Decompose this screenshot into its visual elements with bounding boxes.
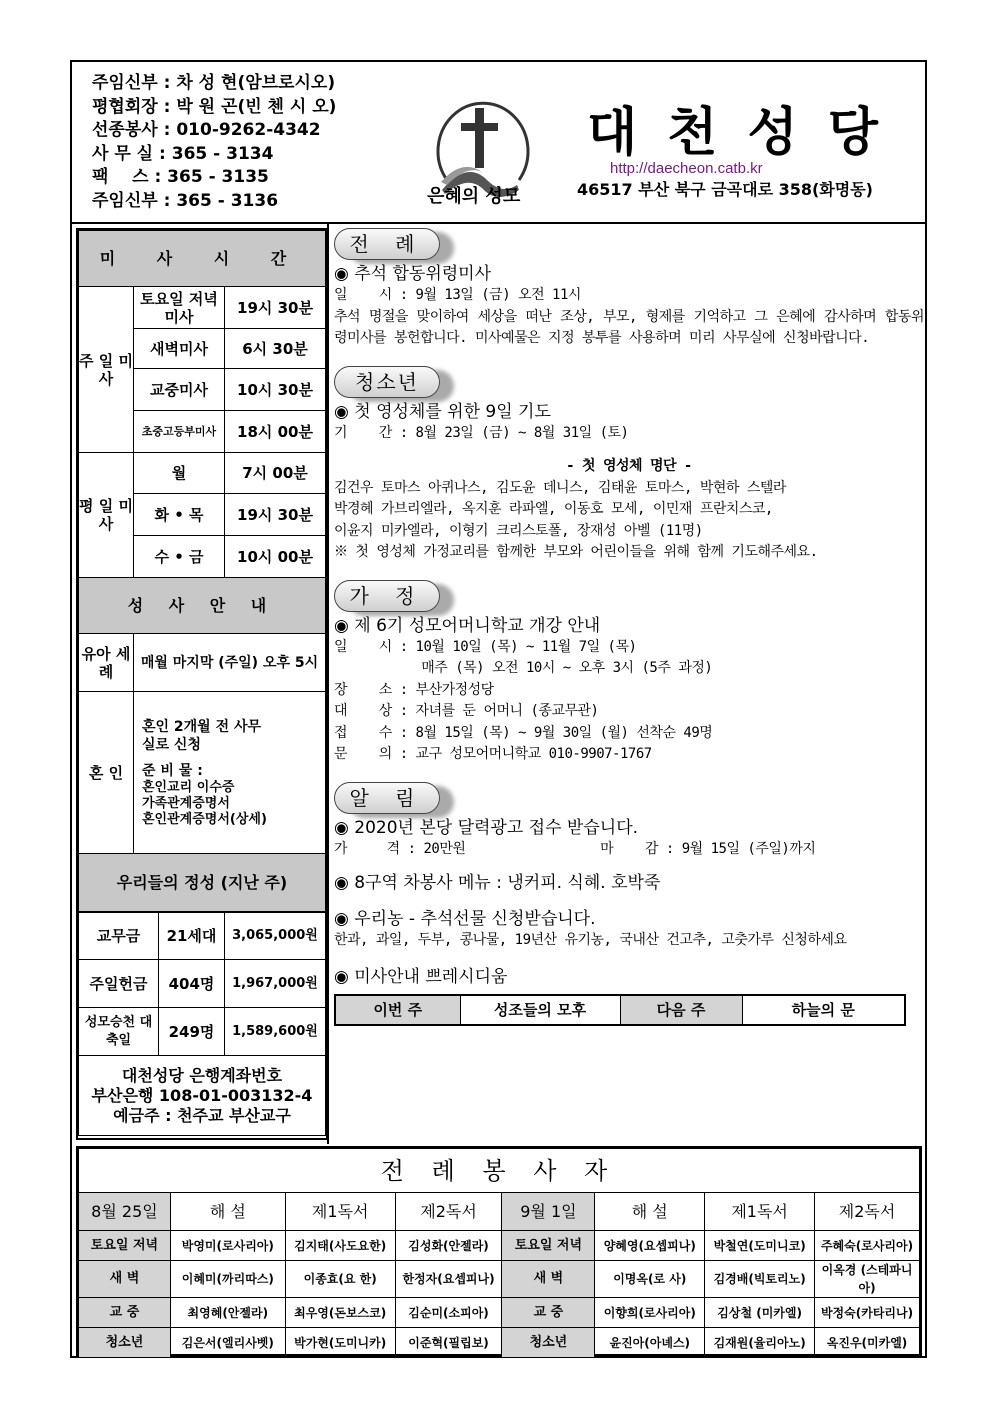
server-name: 김경배(빅토리노) bbox=[705, 1261, 815, 1298]
info-label: 주임신부 bbox=[92, 73, 158, 93]
mass-label: 교 중 bbox=[502, 1298, 595, 1328]
mass-name: 월 bbox=[134, 453, 225, 494]
server-name: 김순미(소피아) bbox=[395, 1298, 502, 1328]
detail-line: 기 간 : 8월 23일 (금) ~ 8월 31일 (토) bbox=[334, 424, 629, 441]
info-line: 평협회장 : 박 원 곤(빈 첸 시 오) bbox=[92, 96, 337, 117]
info-label: 주임신부 bbox=[92, 190, 158, 211]
section-family bbox=[334, 580, 924, 766]
server-name: 박영미(로사리아) bbox=[170, 1231, 285, 1261]
detail-line: 일 시 : 9월 13일 (금) 오전 11시 bbox=[334, 287, 581, 303]
server-name: 김지태(사도요한) bbox=[285, 1231, 395, 1261]
marriage-text: 가족관계증명서 bbox=[142, 795, 230, 811]
website-link[interactable]: http://daecheon.catb.kr bbox=[610, 160, 763, 177]
info-value: 365 - 3135 bbox=[167, 167, 269, 187]
info-line: 팩 스 : 365 - 3135 bbox=[92, 167, 269, 187]
section-heading: ◉ 2020년 본당 달력광고 접수 받습니다. bbox=[334, 817, 924, 839]
next-week-presidium: 하늘의 문 bbox=[742, 995, 905, 1025]
detail-line: 가 격 : 20만원 마 감 : 9월 15일 (주일)까지 bbox=[334, 840, 816, 857]
detail-line: 매주 (목) 오전 10시 ~ 오후 3시 (5주 과정) bbox=[334, 660, 713, 676]
server-name: 김성화(안젤라) bbox=[395, 1231, 502, 1261]
mass-label: 교 중 bbox=[79, 1298, 171, 1328]
offering-count: 404명 bbox=[159, 960, 225, 1008]
section-heading: ◉ 추석 합동위령미사 bbox=[334, 263, 924, 285]
offering-title: 우리들의 정성 (지난 주) bbox=[79, 854, 326, 912]
mass-time: 6시 30분 bbox=[225, 329, 326, 369]
server-name: 주혜숙(로사리아) bbox=[815, 1231, 920, 1261]
mass-time: 19시 30분 bbox=[225, 287, 326, 329]
info-value: 010-9262-4342 bbox=[176, 120, 321, 140]
header bbox=[72, 62, 925, 224]
contact-info bbox=[92, 72, 336, 213]
server-name: 최우영(돈보스코) bbox=[285, 1298, 395, 1328]
names-line: 이윤지 미카엘라, 이형기 크리스토폴, 장재성 아벨 (11명) bbox=[334, 522, 703, 539]
role-header: 제1독서 bbox=[285, 1193, 395, 1231]
mass-name: 초중고등부미사 bbox=[134, 411, 225, 453]
mass-time: 19시 30분 bbox=[225, 494, 326, 536]
section-tag: 가 정 bbox=[334, 580, 440, 612]
server-name: 김은서(엘리사벳) bbox=[170, 1328, 285, 1358]
mass-time: 10시 30분 bbox=[225, 369, 326, 411]
server-name: 이준혁(필립보) bbox=[395, 1328, 502, 1358]
sunday-mass-label: 주 일 미 사 bbox=[79, 287, 134, 453]
offering-amount: 1,967,000원 bbox=[225, 960, 326, 1008]
section-liturgy bbox=[334, 228, 924, 350]
server-name: 최영혜(안젤라) bbox=[170, 1298, 285, 1328]
marriage-text: 준 비 물 : bbox=[142, 762, 203, 779]
server-name: 양혜영(요셉피나) bbox=[595, 1231, 705, 1261]
offering-table bbox=[78, 912, 326, 1136]
service-date: 9월 1일 bbox=[502, 1193, 595, 1231]
liturgy-servers bbox=[76, 1146, 922, 1356]
section-notice bbox=[334, 782, 924, 1026]
mass-schedule-table bbox=[78, 230, 326, 912]
server-name: 박가현(도미니카) bbox=[285, 1328, 395, 1358]
offering-name: 성모승천 대축일 bbox=[79, 1008, 159, 1056]
logo-caption: 은혜의 성모 bbox=[427, 186, 521, 207]
server-name: 윤진아(아녜스) bbox=[595, 1328, 705, 1358]
bank-account: 부산은행 108-01-003132-4 bbox=[91, 1085, 313, 1105]
info-value: 박 원 곤(빈 첸 시 오) bbox=[176, 96, 337, 117]
detail-line: 접 수 : 8월 15일 (목) ~ 9월 30일 (월) 선착순 49명 bbox=[334, 724, 713, 741]
mass-name: 화 • 목 bbox=[134, 494, 225, 536]
service-date: 8월 25일 bbox=[79, 1193, 171, 1231]
info-line: 사 무 실 : 365 - 3134 bbox=[92, 143, 274, 164]
body-text: 추석 명절을 맞이하여 세상을 떠난 조상, 부모, 형제를 기억하고 그 은혜에 감사하며 합동위령미사를 봉헌합니다. 미사예물은 지정 봉투를 사용하며 미리 사무실에 신청바랍니다. bbox=[334, 308, 924, 346]
servers-table bbox=[78, 1148, 920, 1358]
detail-line: 대 상 : 자녀를 둔 어머니 (종교무관) bbox=[334, 703, 599, 719]
this-week-label: 이번 주 bbox=[335, 995, 460, 1025]
info-value: 365 - 3134 bbox=[171, 143, 274, 164]
info-line: 주임신부 : 365 - 3136 bbox=[92, 190, 279, 211]
names-line: 박경혜 가브리엘라, 옥지훈 라파엘, 이동호 모세, 이민재 프란치스코, bbox=[334, 501, 773, 517]
mass-label: 청소년 bbox=[502, 1328, 595, 1358]
baptism-label: 유아 세례 bbox=[79, 634, 134, 692]
info-line: 선종봉사 : 010-9262-4342 bbox=[92, 120, 321, 140]
server-name: 이향희(로사리아) bbox=[595, 1298, 705, 1328]
list-title: - 첫 영성체 명단 - bbox=[566, 458, 692, 474]
role-header: 해 설 bbox=[595, 1193, 705, 1231]
info-line: 주임신부 : 차 성 현(암브로시오) bbox=[92, 73, 336, 93]
role-header: 해 설 bbox=[170, 1193, 285, 1231]
names-line: 김건우 토마스 아퀴나스, 김도윤 데니스, 김태윤 토마스, 박현하 스텔라 bbox=[334, 479, 786, 496]
role-header: 제2독서 bbox=[815, 1193, 920, 1231]
mass-label: 새 벽 bbox=[502, 1261, 595, 1298]
table-row bbox=[79, 1328, 920, 1358]
role-header: 제1독서 bbox=[705, 1193, 815, 1231]
server-name: 이명옥(로 사) bbox=[595, 1261, 705, 1298]
mass-label: 토요일 저녁 bbox=[502, 1231, 595, 1261]
address: 46517 부산 북구 금곡대로 358(화명동) bbox=[577, 180, 873, 199]
table-row bbox=[79, 1261, 920, 1298]
server-name: 김재원(율리아노) bbox=[705, 1328, 815, 1358]
section-heading: ◉ 우리농 - 추석선물 신청받습니다. bbox=[334, 908, 924, 930]
server-name: 김상철 (미카엘) bbox=[705, 1298, 815, 1328]
server-name: 박철연(도미니코) bbox=[705, 1231, 815, 1261]
section-heading: ◉ 8구역 차봉사 메뉴 : 냉커피. 식혜. 호박죽 bbox=[334, 872, 924, 894]
mass-label: 토요일 저녁 bbox=[79, 1231, 171, 1261]
role-header: 제2독서 bbox=[395, 1193, 502, 1231]
account-holder: 예금주 : 천주교 부산교구 bbox=[113, 1105, 291, 1125]
info-label: 팩 스 bbox=[92, 167, 149, 187]
this-week-presidium: 성조들의 모후 bbox=[460, 995, 620, 1025]
server-name: 이종효(요 한) bbox=[285, 1261, 395, 1298]
marriage-text: 혼인관계증명서(상세) bbox=[142, 811, 267, 827]
note-text: ※ 첫 영성체 가정교리를 함께한 부모와 어린이들을 위해 함께 기도해주세요. bbox=[334, 544, 818, 560]
servers-title: 전 례 봉 사 자 bbox=[79, 1149, 920, 1193]
offering-amount: 3,065,000원 bbox=[225, 913, 326, 960]
info-label: 사 무 실 bbox=[92, 143, 154, 164]
mass-time: 18시 00분 bbox=[225, 411, 326, 453]
mass-label: 청소년 bbox=[79, 1328, 171, 1358]
server-name: 이옥경 (스테파니아) bbox=[815, 1261, 920, 1298]
mass-name: 새벽미사 bbox=[134, 329, 225, 369]
offering-amount: 1,589,600원 bbox=[225, 1008, 326, 1056]
baptism-text: 매월 마지막 (주일) 오후 5시 bbox=[134, 634, 326, 692]
table-row bbox=[79, 1231, 920, 1261]
bulletin bbox=[70, 60, 927, 1358]
offering-name: 주일헌금 bbox=[79, 960, 159, 1008]
section-tag: 알 림 bbox=[334, 782, 440, 814]
offering-count: 21세대 bbox=[159, 913, 225, 960]
section-tag: 전 례 bbox=[334, 228, 440, 260]
detail-line: 문 의 : 교구 성모어머니학교 010-9907-1767 bbox=[334, 746, 652, 762]
section-heading: ◉ 첫 영성체를 위한 9일 기도 bbox=[334, 401, 924, 423]
detail-line: 장 소 : 부산가정성당 bbox=[334, 681, 494, 698]
announcements bbox=[334, 228, 924, 1036]
section-heading: ◉ 제 6기 성모어머니학교 개강 안내 bbox=[334, 615, 924, 637]
offering-name: 교무금 bbox=[79, 913, 159, 960]
server-name: 이혜미(까리따스) bbox=[170, 1261, 285, 1298]
mass-label: 새 벽 bbox=[79, 1261, 171, 1298]
bank-title: 대천성당 은행계좌번호 bbox=[121, 1065, 283, 1085]
presidium-table bbox=[334, 994, 906, 1026]
next-week-label: 다음 주 bbox=[620, 995, 742, 1025]
server-name: 한정자(요셉피나) bbox=[395, 1261, 502, 1298]
offering-count: 249명 bbox=[159, 1008, 225, 1056]
table-row bbox=[79, 1298, 920, 1328]
info-label: 선종봉사 bbox=[92, 120, 158, 140]
mass-name: 수 • 금 bbox=[134, 536, 225, 578]
detail-line: 일 시 : 10월 10일 (목) ~ 11월 7일 (목) bbox=[334, 638, 637, 655]
section-heading: ◉ 미사안내 쁘레시디움 bbox=[334, 966, 924, 988]
sacrament-title: 성 사 안 내 bbox=[79, 578, 326, 634]
mass-time-title: 미 사 시 간 bbox=[79, 231, 326, 287]
mass-name: 교중미사 bbox=[134, 369, 225, 411]
church-name: 대천성당 bbox=[587, 103, 908, 163]
weekday-mass-label: 평 일 미 사 bbox=[79, 453, 134, 578]
marriage-text: 혼인 2개월 전 사무실로 신청 bbox=[142, 718, 262, 753]
info-value: 365 - 3136 bbox=[176, 190, 279, 211]
column-divider bbox=[327, 224, 329, 1144]
section-youth bbox=[334, 366, 924, 564]
section-tag: 청소년 bbox=[334, 366, 440, 398]
marriage-label: 혼 인 bbox=[79, 692, 134, 854]
server-name: 박정숙(카타리나) bbox=[815, 1298, 920, 1328]
mass-name: 토요일 저녁미사 bbox=[134, 287, 225, 329]
marriage-text: 혼인교리 이수증 bbox=[142, 779, 235, 795]
info-value: 차 성 현(암브로시오) bbox=[176, 73, 336, 93]
info-label: 평협회장 bbox=[92, 96, 158, 117]
body-text: 한과, 과일, 두부, 콩나물, 19년산 유기농, 국내산 건고추, 고춧가루 신청하세요 bbox=[334, 932, 847, 948]
server-name: 옥진우(미카엘) bbox=[815, 1328, 920, 1358]
mass-time: 7시 00분 bbox=[225, 453, 326, 494]
mass-time: 10시 00분 bbox=[225, 536, 326, 578]
left-panel bbox=[76, 228, 328, 1140]
servers-header-row bbox=[79, 1193, 920, 1231]
